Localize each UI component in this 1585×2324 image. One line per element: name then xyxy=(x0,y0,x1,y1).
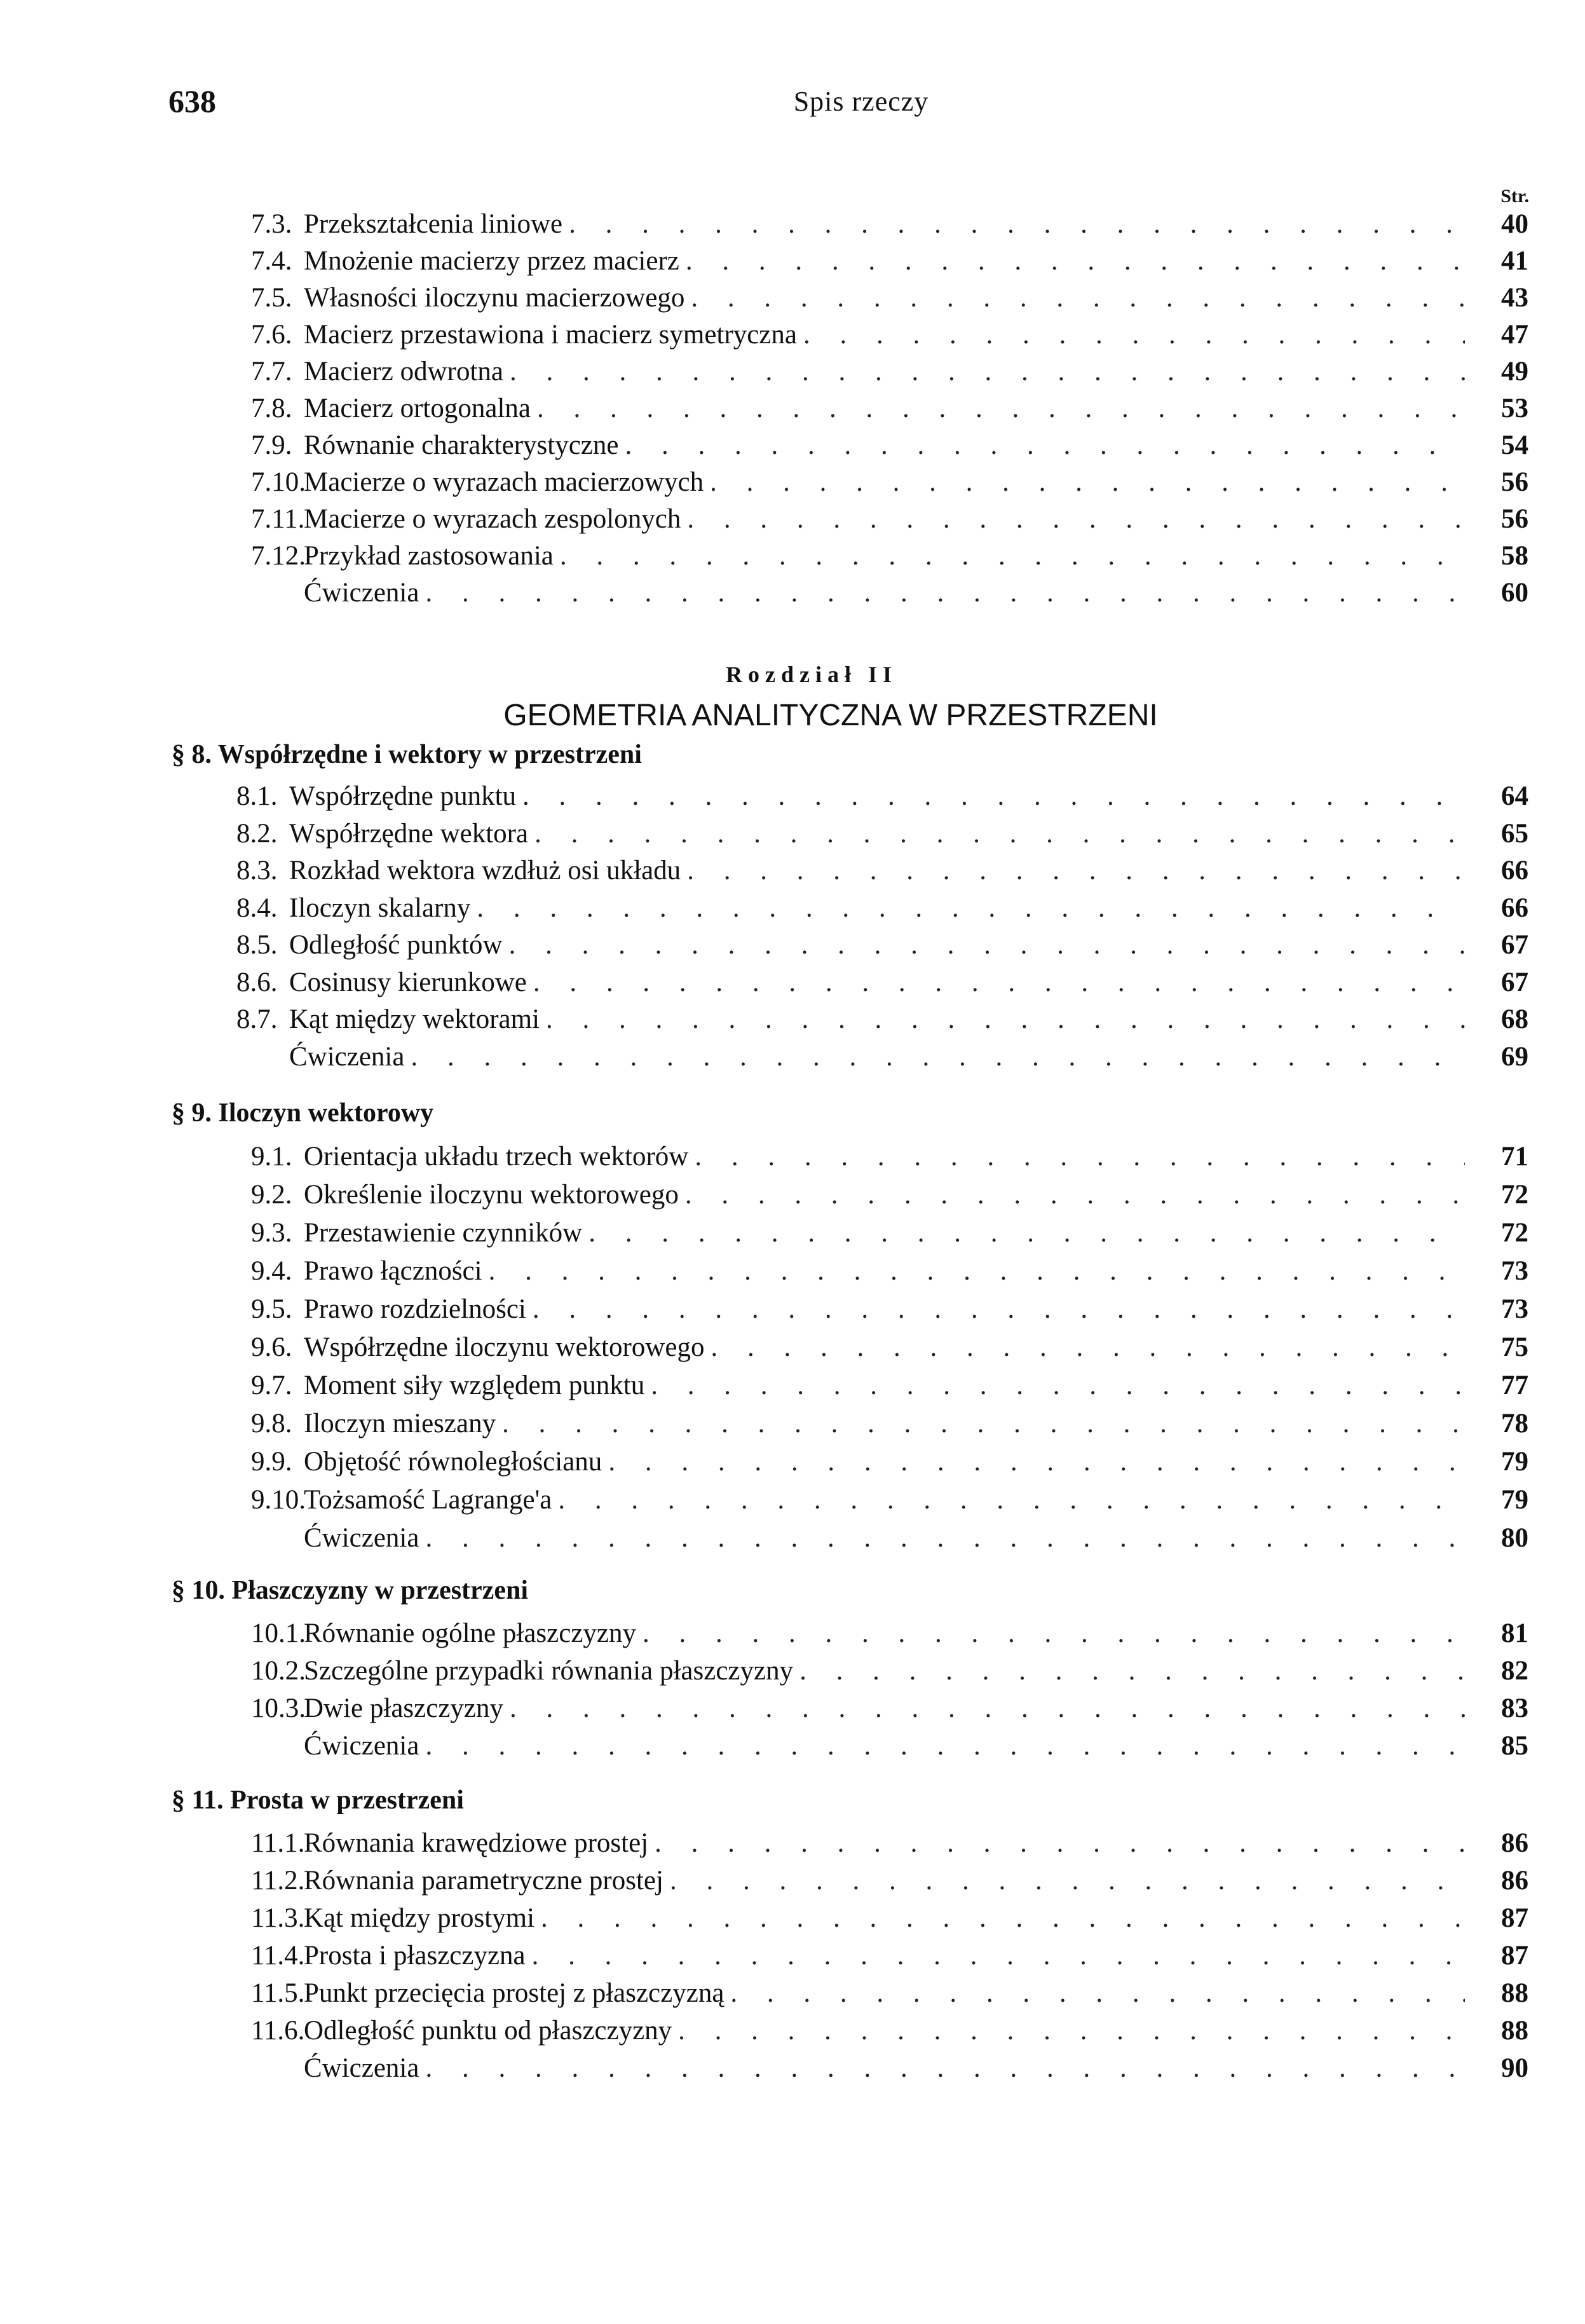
toc-entry-page: 73 xyxy=(1501,1256,1528,1286)
toc-entry-number: 8.1. xyxy=(236,781,278,811)
toc-entry-page: 90 xyxy=(1501,2053,1528,2083)
dot-leader xyxy=(670,1865,1465,1896)
dot-leader xyxy=(533,1294,1465,1325)
section-heading: § 9. Iloczyn wektorowy xyxy=(172,1098,434,1128)
toc-entry-title: Przestawienie czynników xyxy=(304,1218,583,1248)
dot-leader xyxy=(558,1484,1465,1515)
dot-leader xyxy=(533,967,1465,998)
toc-entry-number: 9.3. xyxy=(251,1218,292,1248)
dot-leader xyxy=(730,1978,1465,2009)
toc-entry xyxy=(236,855,1528,893)
toc-entry-page: 66 xyxy=(1501,856,1528,885)
toc-entry-page: 78 xyxy=(1501,1409,1528,1439)
toc-entry-page: 73 xyxy=(1501,1294,1528,1324)
toc-entry-page: 79 xyxy=(1501,1485,1528,1515)
dot-leader xyxy=(509,929,1465,960)
toc-entry-page: 82 xyxy=(1501,1656,1528,1686)
toc-entry xyxy=(251,1693,1528,1731)
toc-entry-number: 9.10. xyxy=(251,1485,306,1515)
toc-entry xyxy=(251,2015,1528,2053)
toc-entry-page: 79 xyxy=(1501,1447,1528,1477)
toc-entry-number: 7.6. xyxy=(251,320,292,350)
toc-entry xyxy=(251,1618,1528,1656)
toc-entry xyxy=(236,892,1528,931)
toc-entry-title: Moment siły względem punktu xyxy=(304,1370,645,1400)
toc-entry-page: 72 xyxy=(1501,1218,1528,1248)
toc-entry-title: Dwie płaszczyzny xyxy=(304,1693,503,1723)
dot-leader xyxy=(655,1828,1465,1859)
dot-leader xyxy=(532,1940,1465,1971)
toc-entry xyxy=(236,1004,1528,1042)
dot-leader xyxy=(695,1141,1465,1172)
toc-entry-page: 88 xyxy=(1501,1978,1528,2008)
dot-leader xyxy=(625,430,1465,461)
dot-leader xyxy=(651,1370,1465,1401)
dot-leader xyxy=(803,319,1465,350)
toc-entry-title: Współrzędne punktu xyxy=(289,781,517,811)
toc-entry-title: Prosta i płaszczyzna xyxy=(304,1941,526,1971)
toc-entry xyxy=(251,1940,1528,1978)
toc-entry-page: 49 xyxy=(1501,357,1528,386)
toc-entry-number: 10.3. xyxy=(251,1693,306,1723)
toc-entry-title: Przykład zastosowania xyxy=(304,541,554,571)
dot-leader xyxy=(411,1041,1465,1072)
toc-entry-number: 9.9. xyxy=(251,1447,292,1477)
page-number: 638 xyxy=(168,83,216,119)
toc-entry xyxy=(251,282,1528,320)
toc-entry xyxy=(251,393,1528,431)
toc-entry-number: 11.2. xyxy=(251,1866,305,1896)
toc-entry-page: 75 xyxy=(1501,1332,1528,1362)
chapter-title: GEOMETRIA ANALITYCZNA W PRZESTRZENI xyxy=(503,699,1158,732)
toc-entry-number: 11.4. xyxy=(251,1941,305,1971)
toc-entry-title: Równania krawędziowe prostej xyxy=(304,1828,649,1858)
toc-entry-number: 9.8. xyxy=(251,1409,292,1439)
toc-entry-title: Równanie charakterystyczne xyxy=(304,430,619,460)
dot-leader xyxy=(425,577,1465,608)
dot-leader xyxy=(502,1408,1465,1439)
toc-entry-number: 8.4. xyxy=(236,893,278,923)
dot-leader xyxy=(510,356,1465,387)
toc-entry-number: 7.12. xyxy=(251,541,306,571)
toc-entry-number: 8.5. xyxy=(236,930,278,960)
toc-entry xyxy=(251,503,1528,542)
toc-entry xyxy=(251,1865,1528,1903)
toc-entry xyxy=(251,1446,1528,1484)
toc-entry-page: 67 xyxy=(1501,930,1528,960)
toc-entry-title: Ćwiczenia xyxy=(304,578,419,608)
toc-entry xyxy=(236,781,1528,819)
toc-entry-number: 8.2. xyxy=(236,819,278,849)
toc-entry-title: Równanie ogólne płaszczyzny xyxy=(304,1618,636,1648)
toc-entry-page: 56 xyxy=(1501,504,1528,534)
dot-leader xyxy=(710,467,1465,498)
toc-entry-page: 47 xyxy=(1501,320,1528,350)
section-heading: § 8. Współrzędne i wektory w przestrzeni xyxy=(172,740,642,769)
toc-entry-title: Iloczyn mieszany xyxy=(304,1409,496,1439)
toc-entry-number: 7.7. xyxy=(251,357,292,386)
toc-entry-page: 64 xyxy=(1501,781,1528,811)
dot-leader xyxy=(477,892,1465,924)
toc-entry xyxy=(251,1294,1528,1332)
toc-entry-title: Równania parametryczne prostej xyxy=(304,1866,663,1896)
toc-entry xyxy=(251,430,1528,468)
toc-entry-title: Cosinusy kierunkowe xyxy=(289,967,527,997)
dot-leader xyxy=(537,393,1465,424)
toc-entry xyxy=(251,1217,1528,1255)
toc-entry xyxy=(251,1179,1528,1217)
toc-entry-title: Określenie iloczynu wektorowego xyxy=(304,1180,679,1210)
toc-entry-title: Ćwiczenia xyxy=(304,1731,419,1761)
toc-entry-page: 54 xyxy=(1501,430,1528,460)
dot-leader xyxy=(608,1446,1465,1477)
toc-entry-title: Ćwiczenia xyxy=(304,1523,419,1553)
toc-entry-number: 7.9. xyxy=(251,430,292,460)
toc-entry-page: 68 xyxy=(1501,1004,1528,1034)
toc-entry-page: 43 xyxy=(1501,283,1528,313)
toc-entry-number: 11.6. xyxy=(251,2016,305,2046)
toc-entry xyxy=(251,1255,1528,1294)
toc-entry-page: 41 xyxy=(1501,246,1528,276)
toc-entry-number: 8.3. xyxy=(236,856,278,885)
toc-entry-page: 58 xyxy=(1501,541,1528,571)
toc-entry-title: Ćwiczenia xyxy=(289,1042,405,1072)
page-header xyxy=(168,83,1554,133)
toc-entry-number: 8.6. xyxy=(236,967,278,997)
toc-entry-page: 86 xyxy=(1501,1866,1528,1896)
toc-entry-title: Współrzędne wektora xyxy=(289,819,529,849)
dot-leader xyxy=(687,855,1465,886)
toc-entry xyxy=(251,1141,1528,1179)
toc-entry-page: 77 xyxy=(1501,1370,1528,1400)
dot-leader xyxy=(678,2015,1465,2046)
toc-entry-page: 53 xyxy=(1501,393,1528,423)
toc-entry xyxy=(251,245,1528,284)
toc-entry xyxy=(236,818,1528,856)
toc-entry-title: Iloczyn skalarny xyxy=(289,893,471,923)
dot-leader xyxy=(711,1332,1465,1363)
toc-entry-number: 9.1. xyxy=(251,1142,292,1172)
toc-entry xyxy=(251,1828,1528,1866)
toc-entry xyxy=(251,1370,1528,1408)
dot-leader xyxy=(569,208,1465,240)
toc-entry-number: 10.1. xyxy=(251,1618,306,1648)
toc-entry xyxy=(251,577,1528,615)
toc-entry-page: 85 xyxy=(1501,1731,1528,1761)
page-title: Spis rzeczy xyxy=(793,86,929,117)
toc-entry xyxy=(251,1522,1528,1561)
toc-entry-page: 60 xyxy=(1501,578,1528,608)
toc-entry xyxy=(251,1978,1528,2016)
dot-leader xyxy=(489,1255,1465,1287)
toc-entry xyxy=(251,1903,1528,1941)
toc-entry-title: Odległość punktów xyxy=(289,930,503,960)
dot-leader xyxy=(686,245,1465,277)
toc-entry-title: Kąt między prostymi xyxy=(304,1903,535,1933)
toc-entry-number: 10.2. xyxy=(251,1656,306,1686)
toc-entry-number: 9.7. xyxy=(251,1370,292,1400)
dot-leader xyxy=(425,1730,1465,1761)
page-column-label: Str. xyxy=(1500,186,1529,207)
dot-leader xyxy=(546,1004,1465,1035)
toc-entry xyxy=(236,929,1528,967)
chapter-label: Rozdział II xyxy=(726,662,897,687)
toc-entry-title: Przekształcenia liniowe xyxy=(304,209,563,239)
toc-entry-title: Macierz przestawiona i macierz symetryczna xyxy=(304,320,797,350)
toc-entry-page: 72 xyxy=(1501,1180,1528,1210)
section-heading: § 11. Prosta w przestrzeni xyxy=(172,1786,464,1815)
toc-entry xyxy=(251,2053,1528,2091)
toc-entry-title: Szczególne przypadki równania płaszczyzny xyxy=(304,1656,794,1686)
toc-entry-title: Macierz odwrotna xyxy=(304,357,503,386)
toc-entry-number: 9.5. xyxy=(251,1294,292,1324)
toc-entry-number: 7.8. xyxy=(251,393,292,423)
dot-leader xyxy=(425,2053,1465,2084)
dot-leader xyxy=(522,781,1465,812)
toc-entry xyxy=(251,1655,1528,1693)
dot-leader xyxy=(643,1618,1465,1649)
toc-entry-page: 80 xyxy=(1501,1523,1528,1553)
dot-leader xyxy=(510,1693,1465,1724)
toc-entry-page: 40 xyxy=(1501,209,1528,239)
toc-entry xyxy=(251,1730,1528,1768)
toc-entry-title: Ćwiczenia xyxy=(304,2053,419,2083)
toc-entry xyxy=(251,319,1528,357)
toc-entry-number: 11.1. xyxy=(251,1828,305,1858)
toc-entry-page: 88 xyxy=(1501,2016,1528,2046)
toc-entry-number: 7.5. xyxy=(251,283,292,313)
toc-entry-title: Mnożenie macierzy przez macierz xyxy=(304,246,679,276)
toc-entry-title: Macierze o wyrazach macierzowych xyxy=(304,467,704,497)
toc-entry-title: Macierz ortogonalna xyxy=(304,393,531,423)
dot-leader xyxy=(541,1903,1465,1934)
dot-leader xyxy=(687,503,1465,535)
toc-entry-number: 11.3. xyxy=(251,1903,305,1933)
toc-entry-number: 8.7. xyxy=(236,1004,278,1034)
toc-entry-number: 9.2. xyxy=(251,1180,292,1210)
toc-entry-number: 9.4. xyxy=(251,1256,292,1286)
toc-entry-number: 7.11. xyxy=(251,504,305,534)
toc-entry xyxy=(251,208,1528,247)
toc-entry-title: Odległość punktu od płaszczyzny xyxy=(304,2016,672,2046)
dot-leader xyxy=(560,540,1465,571)
toc-entry-title: Prawo rozdzielności xyxy=(304,1294,526,1324)
toc-entry-page: 87 xyxy=(1501,1903,1528,1933)
toc-entry-page: 65 xyxy=(1501,819,1528,849)
toc-entry-number: 7.10. xyxy=(251,467,306,497)
toc-entry-page: 67 xyxy=(1501,967,1528,997)
section-heading: § 10. Płaszczyzny w przestrzeni xyxy=(172,1576,528,1605)
toc-entry-title: Macierze o wyrazach zespolonych xyxy=(304,504,681,534)
toc-entry-title: Rozkład wektora wzdłuż osi układu xyxy=(289,856,681,885)
toc-entry-title: Punkt przecięcia prostej z płaszczyzną xyxy=(304,1978,724,2008)
toc-entry-title: Orientacja układu trzech wektorów xyxy=(304,1142,689,1172)
toc-entry-title: Własności iloczynu macierzowego xyxy=(304,283,685,313)
toc-entry-title: Objętość równoległościanu xyxy=(304,1447,602,1477)
toc-entry-page: 86 xyxy=(1501,1828,1528,1858)
toc-entry-number: 7.4. xyxy=(251,246,292,276)
toc-entry xyxy=(236,967,1528,1005)
toc-entry xyxy=(251,356,1528,394)
toc-entry xyxy=(251,1484,1528,1522)
toc-entry-page: 87 xyxy=(1501,1941,1528,1971)
toc-entry-title: Prawo łączności xyxy=(304,1256,482,1286)
dot-leader xyxy=(685,1179,1465,1210)
toc-entry-page: 71 xyxy=(1501,1142,1528,1172)
dot-leader xyxy=(425,1522,1465,1554)
toc-entry xyxy=(251,467,1528,505)
toc-entry xyxy=(236,1041,1528,1079)
dot-leader xyxy=(588,1217,1465,1248)
dot-leader xyxy=(534,818,1465,849)
toc-entry-title: Kąt między wektorami xyxy=(289,1004,540,1034)
toc-entry-number: 11.5. xyxy=(251,1978,305,2008)
toc-entry-page: 83 xyxy=(1501,1693,1528,1723)
toc-entry-page: 69 xyxy=(1501,1042,1528,1072)
toc-entry-page: 66 xyxy=(1501,893,1528,923)
toc-entry-number: 7.3. xyxy=(251,209,292,239)
toc-entry-page: 56 xyxy=(1501,467,1528,497)
toc-entry-page: 81 xyxy=(1501,1618,1528,1648)
dot-leader xyxy=(799,1655,1465,1686)
toc-entry xyxy=(251,1408,1528,1446)
toc-entry xyxy=(251,540,1528,578)
toc-entry xyxy=(251,1332,1528,1370)
dot-leader xyxy=(691,282,1465,313)
toc-entry-title: Tożsamość Lagrange'a xyxy=(304,1485,552,1515)
toc-entry-title: Współrzędne iloczynu wektorowego xyxy=(304,1332,705,1362)
toc-entry-number: 9.6. xyxy=(251,1332,292,1362)
